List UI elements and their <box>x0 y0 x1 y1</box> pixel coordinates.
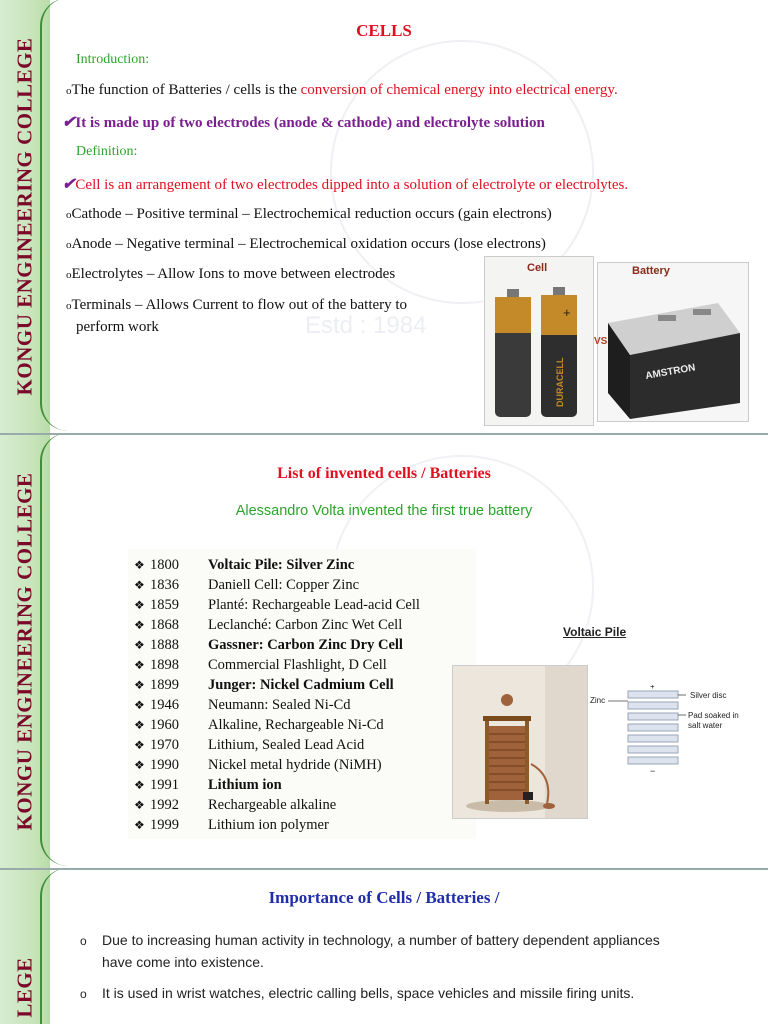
volta-subtitle: Alessandro Volta invented the first true battery <box>235 503 533 519</box>
diamond-bullet-icon: ❖ <box>134 618 145 632</box>
timeline-item <box>134 557 354 574</box>
voltaic-pile-image <box>453 666 587 818</box>
voltaic-title: Voltaic Pile <box>563 625 627 639</box>
timeline-year: 1836 <box>150 577 179 593</box>
cathode-line: oCathode – Positive terminal – Electrochemical reduction occurs (gain electrons) <box>66 206 552 222</box>
timeline-desc: Planté: Rechargeable Lead-acid Cell <box>208 597 420 613</box>
timeline-item <box>134 717 384 734</box>
diamond-bullet-icon: ❖ <box>134 718 145 732</box>
timeline-year: 1800 <box>150 557 179 573</box>
function-line: oThe function of Batteries / cells is the conversion of chemical energy into electrical energy. <box>66 82 618 98</box>
timeline-desc: Voltaic Pile: Silver Zinc <box>208 557 355 573</box>
plus-sign: + <box>650 685 655 691</box>
timeline-year: 1991 <box>150 777 179 793</box>
slide-invented-cells <box>0 435 768 868</box>
bullet-o-icon: o <box>66 85 72 97</box>
timeline-year: 1990 <box>150 757 179 773</box>
college-name: KONGU ENGINEERING COLLEGE <box>12 37 37 396</box>
list-title: List of invented cells / Batteries <box>277 465 491 482</box>
decorative-arc <box>40 0 68 431</box>
battery-brand: AMSTRON <box>644 362 697 382</box>
importance-bullet-1-cont: have come into existence. <box>102 954 264 970</box>
timeline-desc: Junger: Nickel Cadmium Cell <box>208 677 394 693</box>
timeline-item <box>134 697 351 714</box>
timeline-desc: Lithium ion polymer <box>208 817 329 833</box>
silver-disc-label: Silver disc <box>690 691 727 700</box>
svg-text:+: + <box>563 305 571 320</box>
timeline-desc: Leclanché: Carbon Zinc Wet Cell <box>208 617 403 633</box>
timeline-year: 1859 <box>150 597 179 613</box>
diamond-bullet-icon: ❖ <box>134 758 145 772</box>
battery-image <box>598 263 748 421</box>
definition-line: ✔Cell is an arrangement of two electrodes dipped into a solution of electrolyte or electrolytes. <box>62 176 629 193</box>
checkmark-icon: ✔ <box>62 114 76 131</box>
page-title: CELLS <box>356 21 412 40</box>
diamond-bullet-icon: ❖ <box>134 598 145 612</box>
timeline-list <box>128 549 476 839</box>
diamond-bullet-icon: ❖ <box>134 778 145 792</box>
importance-bullet-1: o Due to increasing human activity in technology, a number of battery dependent appliances <box>80 932 660 948</box>
function-highlight: conversion of chemical energy into electrical energy. <box>300 82 618 98</box>
battery-label: Battery <box>632 265 670 277</box>
timeline-item <box>134 677 394 694</box>
timeline-item <box>134 757 382 774</box>
timeline-desc: Lithium, Sealed Lead Acid <box>208 737 365 753</box>
timeline-item <box>134 777 282 794</box>
diamond-bullet-icon: ❖ <box>134 798 145 812</box>
voltaic-pile-photo <box>452 665 588 819</box>
cell-photo <box>484 256 594 426</box>
diamond-bullet-icon: ❖ <box>134 738 145 752</box>
slide-cells <box>0 0 768 433</box>
watermark-text: Estd : 1984 <box>305 312 427 339</box>
definition-heading: Definition: <box>76 144 138 159</box>
bullet-o-icon: o <box>80 987 87 1001</box>
timeline-item <box>134 817 329 834</box>
timeline-desc: Alkaline, Rechargeable Ni-Cd <box>208 717 384 733</box>
timeline-desc: Lithium ion <box>208 777 282 793</box>
terminals-line-cont: perform work <box>76 319 159 335</box>
timeline-item <box>134 737 364 754</box>
timeline-year: 1960 <box>150 717 179 733</box>
diamond-bullet-icon: ❖ <box>134 578 145 592</box>
electrodes-line: ✔It is made up of two electrodes (anode & cathode) and electrolyte solution <box>62 114 545 131</box>
diamond-bullet-icon: ❖ <box>134 678 145 692</box>
battery-photo <box>597 262 749 422</box>
diamond-bullet-icon: ❖ <box>134 698 145 712</box>
college-name: KONGU ENGINEERING COLLEGE <box>12 472 37 831</box>
timeline-item <box>134 637 403 654</box>
timeline-desc: Gassner: Carbon Zinc Dry Cell <box>208 637 403 653</box>
vs-label: VS <box>594 336 608 347</box>
intro-heading: Introduction: <box>76 52 150 67</box>
timeline-year: 1898 <box>150 657 179 673</box>
timeline-item <box>134 797 336 814</box>
timeline-year: 1992 <box>150 797 179 813</box>
timeline-year: 1899 <box>150 677 179 693</box>
bullet-o-icon: o <box>66 209 72 221</box>
college-name-partial: LEGE <box>12 957 37 1018</box>
timeline-year: 1999 <box>150 817 179 833</box>
timeline-item <box>134 597 420 614</box>
timeline-desc: Commercial Flashlight, D Cell <box>208 657 387 673</box>
importance-title: Importance of Cells / Batteries / <box>268 888 500 907</box>
timeline-desc: Rechargeable alkaline <box>208 797 337 813</box>
timeline-desc: Daniell Cell: Copper Zinc <box>208 577 360 593</box>
diamond-bullet-icon: ❖ <box>134 818 145 832</box>
terminals-line: oTerminals – Allows Current to flow out of the battery to <box>66 297 408 313</box>
diamond-bullet-icon: ❖ <box>134 638 145 652</box>
diamond-bullet-icon: ❖ <box>134 658 145 672</box>
slide-importance <box>0 870 768 1024</box>
timeline-year: 1946 <box>150 697 179 713</box>
bullet-o-icon: o <box>66 300 72 312</box>
bullet-o-icon: o <box>66 239 72 251</box>
checkmark-icon: ✔ <box>62 176 76 193</box>
zinc-label: Zinc <box>590 696 606 705</box>
bullet-o-icon: o <box>80 934 87 948</box>
electrolytes-line: oElectrolytes – Allow Ions to move between electrodes <box>66 266 396 282</box>
minus-sign: − <box>650 766 656 775</box>
timeline-year: 1970 <box>150 737 179 753</box>
timeline-desc: Nickel metal hydride (NiMH) <box>208 757 382 773</box>
importance-bullet-2: o It is used in wrist watches, electric calling bells, space vehicles and missile firing units. <box>80 985 635 1001</box>
decorative-arc <box>40 435 68 866</box>
timeline-year: 1868 <box>150 617 179 633</box>
cell-label: Cell <box>527 262 548 274</box>
bullet-o-icon: o <box>66 269 72 281</box>
diamond-bullet-icon: ❖ <box>134 558 145 572</box>
timeline-year: 1888 <box>150 637 179 653</box>
cell-brand: DURACELL <box>555 357 565 407</box>
timeline-item <box>134 657 387 674</box>
timeline-item <box>134 577 359 594</box>
anode-line: oAnode – Negative terminal – Electrochemical oxidation occurs (lose electrons) <box>66 236 546 252</box>
aa-cells-image <box>485 257 593 425</box>
timeline-desc: Neumann: Sealed Ni-Cd <box>208 697 351 713</box>
timeline-item <box>134 617 402 634</box>
pad-label: Pad soaked in salt water <box>688 711 739 730</box>
